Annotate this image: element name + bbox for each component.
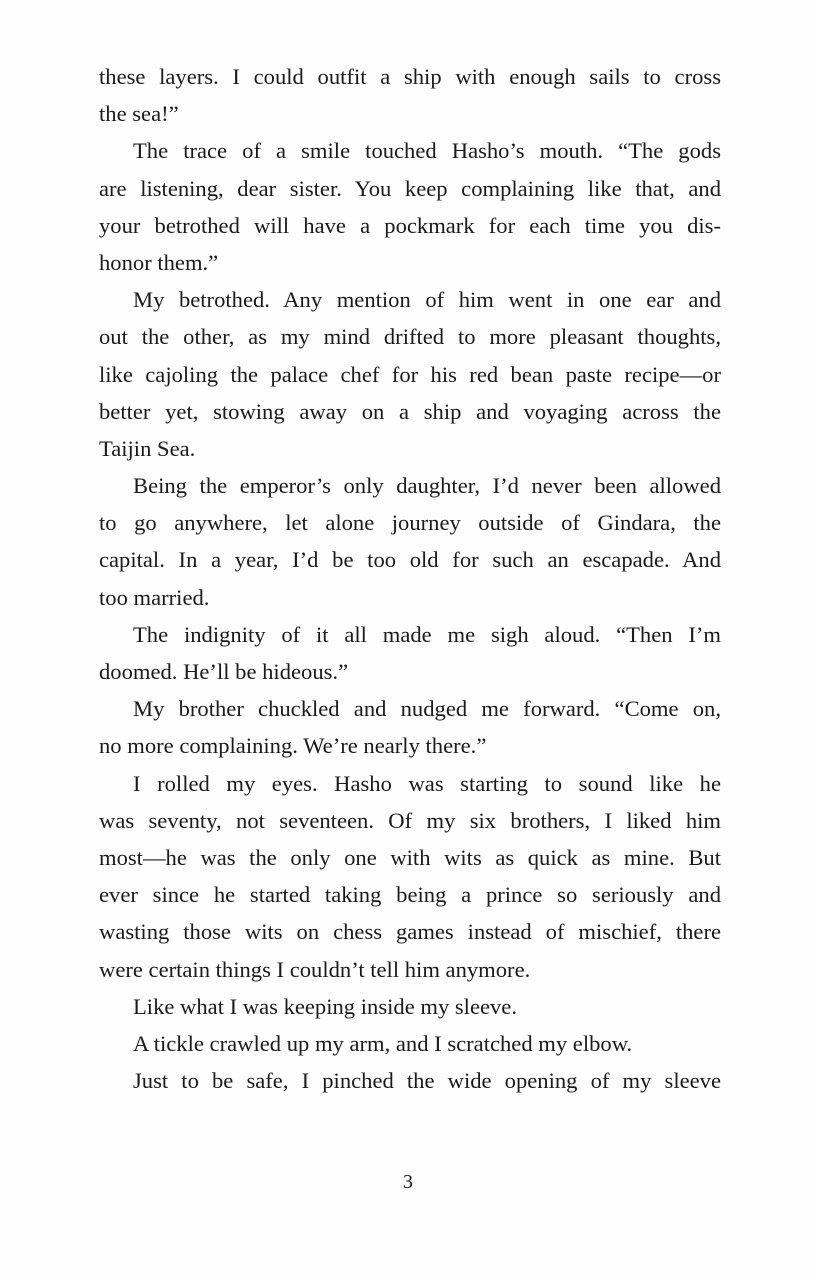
text-line: your betrothed will have a pockmark for each time you dis- <box>99 212 721 238</box>
text-line: out the other, as my mind drifted to more pleasant thoughts, <box>99 324 721 350</box>
text-line: like cajoling the palace chef for his red bean paste recipe—or <box>99 361 721 387</box>
text-line: were certain things I couldn’t tell him anymore. <box>99 956 531 982</box>
text-line: Being the emperor’s only daughter, I’d never been allowed <box>133 473 721 499</box>
text-line: My brother chuckled and nudged me forward. “Come on, <box>133 696 721 722</box>
text-line: Like what I was keeping inside my sleeve. <box>133 993 517 1019</box>
body-text <box>99 58 721 1099</box>
text-line: Taijin Sea. <box>99 435 196 461</box>
text-line: The indignity of it all made me sigh aloud. “Then I’m <box>133 621 721 647</box>
text-line: the sea!” <box>99 101 179 127</box>
text-line: ever since he started taking being a prince so seriously and <box>99 882 721 908</box>
text-line: doomed. He’ll be hideous.” <box>99 659 349 684</box>
text-line: wasting those wits on chess games instead of mischief, there <box>99 919 721 945</box>
text-line: My betrothed. Any mention of him went in one ear and <box>133 287 721 313</box>
text-line: most—he was the only one with wits as quick as mine. But <box>99 844 721 870</box>
text-line: The trace of a smile touched Hasho’s mouth. “The gods <box>133 138 721 164</box>
text-line: I rolled my eyes. Hasho was starting to sound like he <box>133 770 721 796</box>
text-line: Just to be safe, I pinched the wide opening of my sleeve <box>133 1068 721 1094</box>
text-line: A tickle crawled up my arm, and I scratched my elbow. <box>133 1030 633 1056</box>
text-line: these layers. I could outfit a ship with enough sails to cross <box>99 64 721 89</box>
text-line: no more complaining. We’re nearly there.” <box>99 733 487 759</box>
text-line: are listening, dear sister. You keep complaining like that, and <box>99 175 721 201</box>
page-number: 3 <box>403 1171 413 1193</box>
text-line: to go anywhere, let alone journey outside of Gindara, the <box>99 510 721 536</box>
text-line: better yet, stowing away on a ship and voyaging across the <box>99 398 721 424</box>
text-line: too married. <box>99 584 210 610</box>
text-line: honor them.” <box>99 249 219 275</box>
text-line: was seventy, not seventeen. Of my six brothers, I liked him <box>99 807 721 833</box>
text-line: capital. In a year, I’d be too old for such an escapade. And <box>99 547 721 573</box>
